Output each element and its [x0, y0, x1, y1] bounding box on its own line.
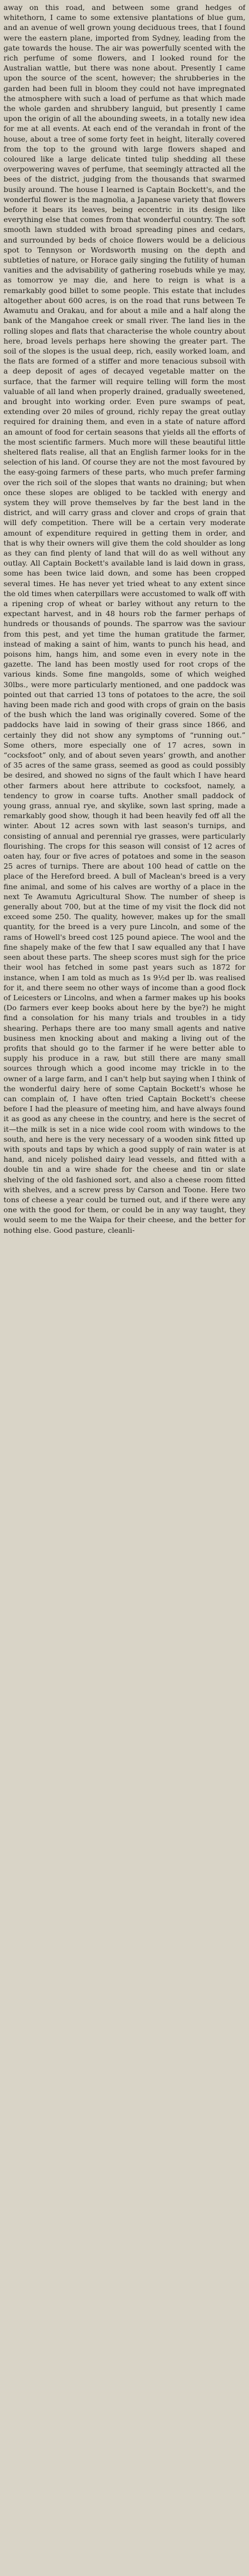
newspaper-column	[4, 2, 245, 2574]
article-paragraph: away on this road, and between some grand hedges of whitethorn, I came to some extensive plantations of blue gum, and an avenue of well grown young deciduous trees, that I found were the eastern plane, imported from Sydney, leading from the gate towards the house. The air was powerfully scented with the rich perfume of some flowers, and I looked round for the Australian wattle, but there was none about. Presently I came upon the source of the scent, however; the shrubberies in the garden had been full in bloom they could not have impregnated the atmosphere with such a load of perfume as that which made the whole garden and shrubbery languid, but presently I came upon the origin of all the abounding sweets, in a totally new idea for me at all events. At each end of the verandah in front of the house, about a tree of some forty feet in height, literally covered from the top to the ground with large flowers shaped and coloured like a large delicate tinted tulip shedding all these overpowering waves of perfume, that seemingly attracted all the bees of the district, judging from the thousands that swarmed busily around. The house I learned is Captain Bockett's, and the wonderful flower is the magnolia, a Japanese variety that flowers before it bears its leaves, being eccentric in its design like everything else that comes from that wonderful country. The soft smooth lawn studded with broad spreading pines and cedars, and surrounded by beds of choice flowers would be a delicious spot to Tennyson or Wordsworth musing on the depth and subtleties of nature, or Horace gaily singing the futility of human vanities and the advisability of gathering rosebuds while ye may, as tomorrow ye may die, and here to reign is what is a remarkably good billet to some people. This estate that includes altogether about 600 acres, is on the road that runs between Te Awamutu and Orakau, and for about a mile and a half along the bank of the Mangahoe creek or small river. The land lies in the rolling slopes and flats that characterise the whole country about here, broad levels perhaps here showing the greater part. The soil of the slopes is the usual deep, rich, easily worked loam, and the flats are formed of a stiffer and more tenacious subsoil with a deep deposit of ages of decayed vegetable matter on the surface, that the farmer will require telling will form the most valuable of all land when properly drained, gradually sweetened, and brought into working order. Even pure swamps of peat, extending over 20 miles of ground, richly repay the great outlay required for draining them, and even in a state of nature afford an amount of food for certain seasons that yields all the efforts of the most scientific farmers. Much more will these beautiful little sheltered flats realise, all that an English farmer looks for in the selection of his land. Of course they are not the most favoured by the easy-going farmers of these parts, who much prefer farming over the rich soil of the slopes that wants no draining; but when once these slopes are obliged to be tackled with energy and system they will prove themselves by far the best land in the district, and will carry grass and clover and crops of grain that will defy competition. There will be a certain very moderate amount of expenditure required in getting them in order, and that is why their owners will give them the cold shoulder as long as they can find plenty of land that will do as well without any outlay. All Captain Bockett's available land is laid down in grass, some has been twice laid down, and some has been cropped several times. He has never yet tried wheat to any extent since the old times when caterpillars were accustomed to walk off with a ripening crop of wheat or barley without any return to the expectant harvest, and in 48 hours rob the farmer perhaps of hundreds or thousands of pounds. The sparrow was the saviour from this pest, and yet time the human gratitude the farmer, instead of making a saint of him, wants to punch his head, and poisons him, hangs him, and some even in every note in the gazette. The land has been mostly used for root crops of the various kinds. Some fine mangolds, some of which weighed 30lbs., were more particularly mentioned, and one paddock was pointed out that carried 13 tons of potatoes to the acre, the soil having been made rich and good with crops of grain on the basis of the bush which the land was originally covered. Some of the paddocks have laid in sowing of their grass since 1866, and certainly they did not show any symptoms of “running out.” Some others, more especially one of 17 acres, sown in “cocksfoot” only, and of about seven years’ growth, and another of 35 acres of the same grass, seemed as good as could possibly be desired, and showed no signs of the fault which I have heard other farmers about here attribute to cocksfoot, namely, a tendency to grow in coarse tufts. Another small paddock of young grass, annual rye, and skylike, sown last spring, made a remarkably good show, though it had been heavily fed off all the winter. About 12 acres sown with last season's turnips, and consisting of annual and perennial rye grasses, were particularly flourishing. The crops for this season will consist of 12 acres of oaten hay, four or five acres of potatoes and some in the season 25 acres of turnips. There are about 100 head of cattle on the place of the Hereford breed. A bull of Maclean's breed is a very fine animal, and some of his calves are worthy of a place in the next Te Awamutu Agricultural Show. The number of sheep is generally about 700, but at the time of my visit the flock did not exceed some 250. The quality, however, makes up for the small quantity, for the breed is a very pure Lincoln, and some of the rams of Howell's breed cost 125 pound apiece. The wool and the fine shapely make of the few that I saw equalled any that I have seen about these parts. The sheep scores must sigh for the price their wool has fetched in some past years such as 1872 for instance, when I am told as much as 1s 9½d per lb. was realised for it, and there seem no other ways of income than a good flock of Leicesters or Lincolns, and when a farmer makes up his books (Do farmers ever keep books about here by the bye?) he might find a consolation for his many trials and troubles in a tidy shearing. Perhaps there are too many small agents and native business men knocking about and making a living out of the profits that should go to the farmer if he were better able to supply his produce in a raw, but still there are many small sources through which a good income may trickle in to the owner of a large farm, and I can't help but saying when I think of the wonderful dairy here of some Captain Bockett's whose he can complain of, I have often tried Captain Bockett's cheese before I had the pleasure of meeting him, and have always found it as good as any cheese in the country, and here is the secret of it—the milk is set in a nice wide cool room with windows to the south, and here is the very necessary of a wooden sink fitted up with spouts and taps by which a good supply of rain water is at hand, and nicely polished dairy lead vessels, and fitted with a double tin and a wire shade for the cheese and tin or slate shelving of the old fashioned sort, and also a cheese room fitted with shelves, and a screw press by Carson and Toone. Here two tons of cheese a year could be turned out, and if there were any one with the good for them, or could be in any way taught, they would seem to me the Waipa for their cheese, and the better for nothing else. Good pasture, cleanli-	[4, 3, 245, 1235]
